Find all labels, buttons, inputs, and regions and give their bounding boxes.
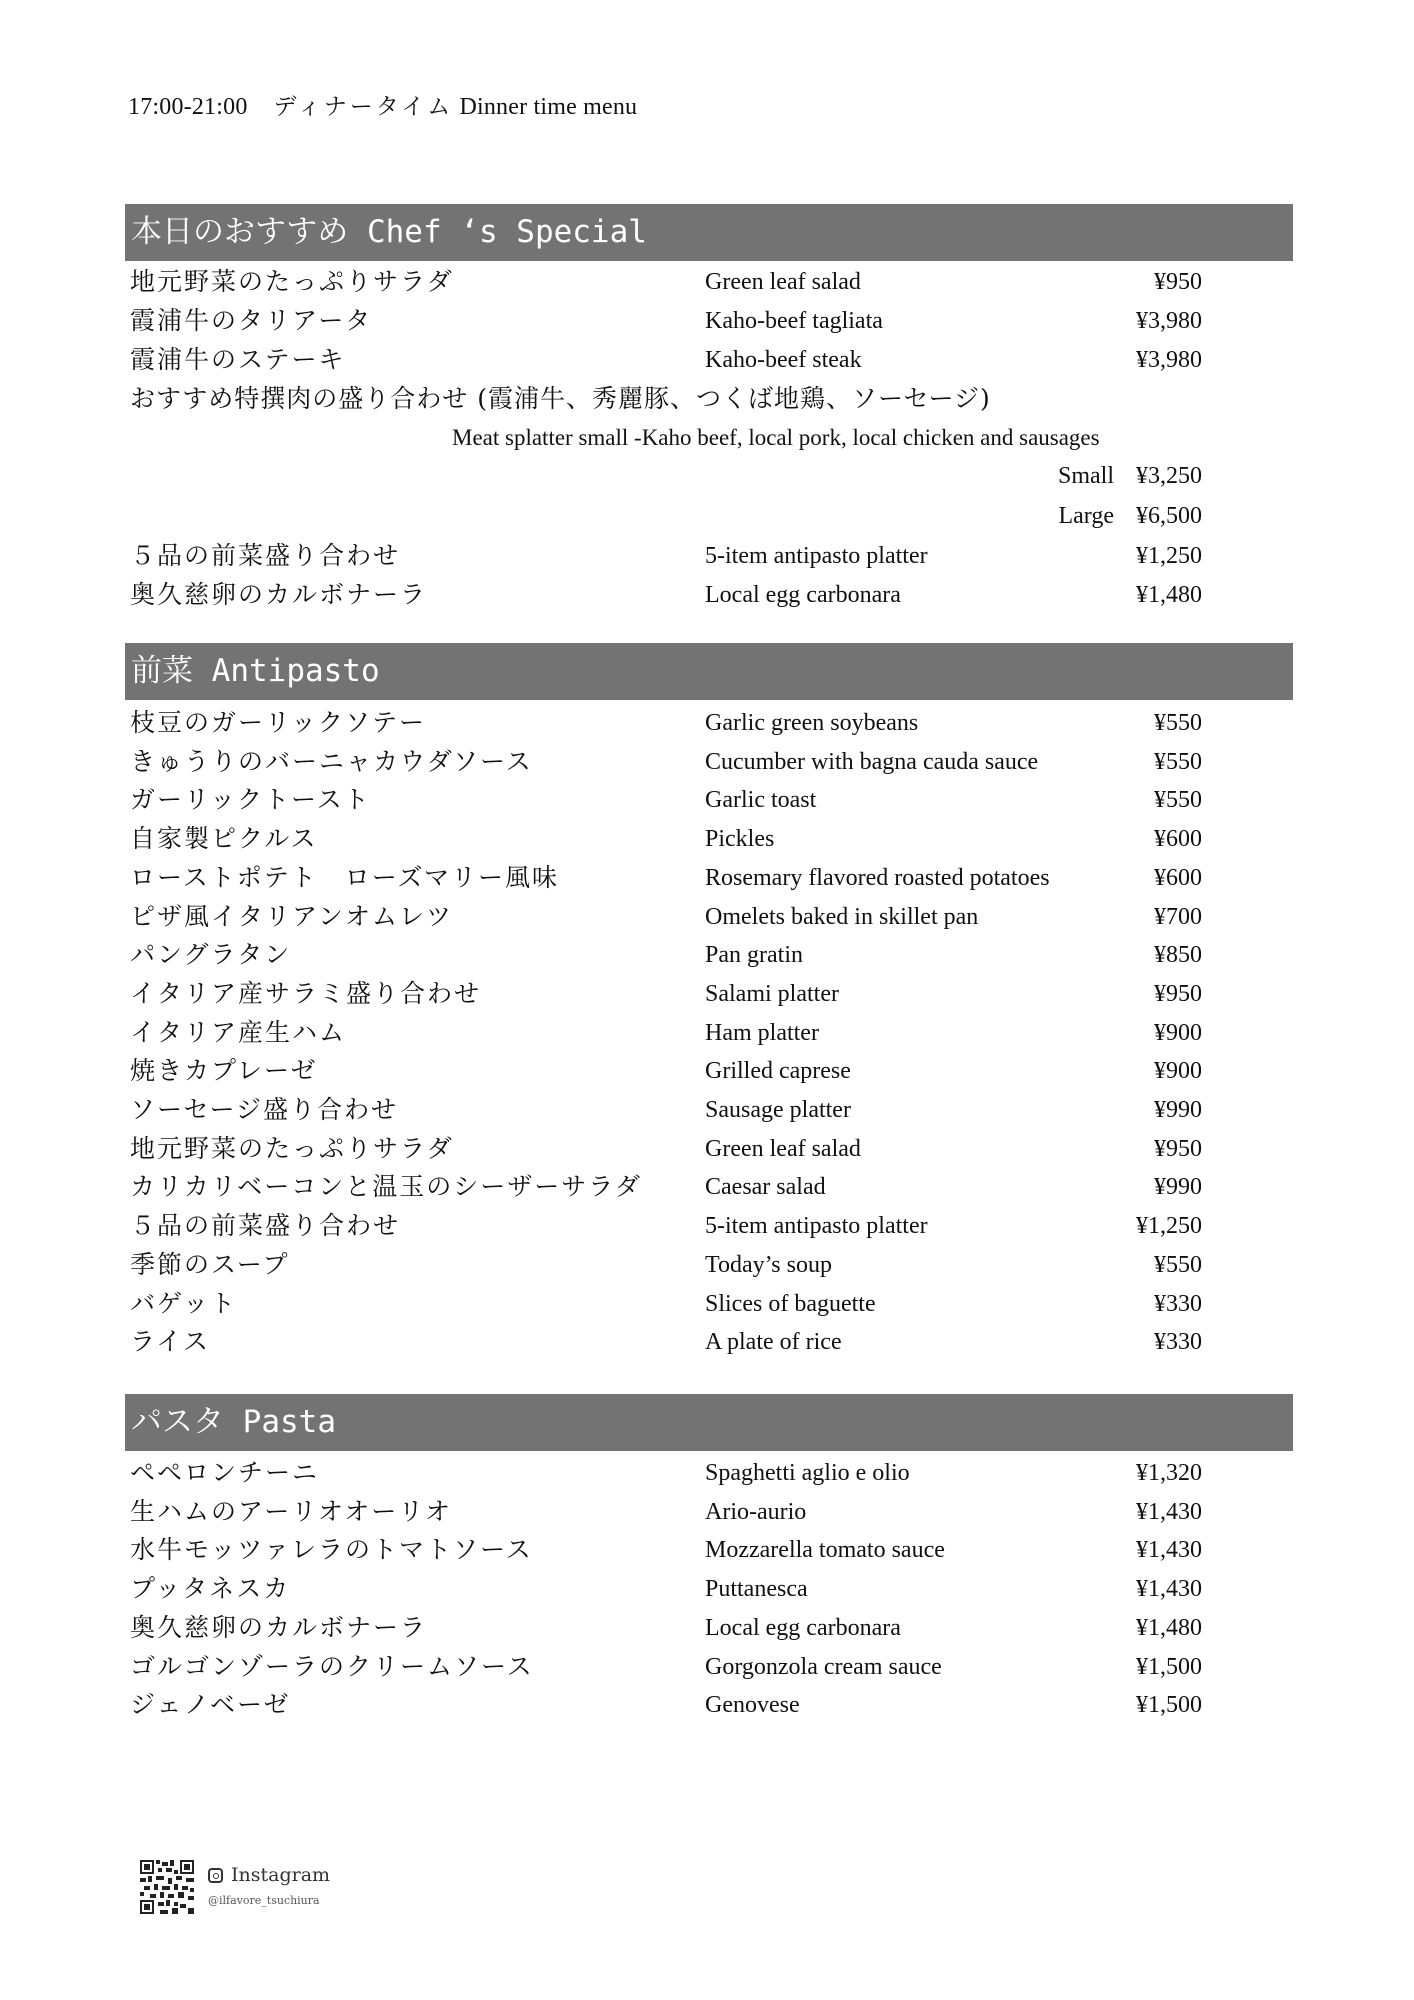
- size-price: ¥3,250: [1136, 463, 1202, 489]
- item-price: ¥950: [1154, 269, 1202, 295]
- size-label: Large: [1058, 503, 1114, 529]
- item-name-jp: パングラタン: [130, 940, 292, 970]
- size-label: Small: [1057, 463, 1114, 489]
- menu-item: [130, 820, 1202, 858]
- item-price: ¥3,980: [1136, 308, 1202, 334]
- item-price: ¥1,250: [1136, 1213, 1202, 1240]
- menu-item: [130, 1285, 1202, 1323]
- item-name-en: Slices of baguette: [705, 1290, 876, 1317]
- menu-header: [128, 88, 637, 121]
- item-price: ¥550: [1154, 710, 1202, 736]
- item-price: ¥1,430: [1136, 1576, 1202, 1603]
- item-name-en: Omelets baked in skillet pan: [705, 903, 979, 930]
- meat-size-small: [1058, 457, 1202, 495]
- item-name-jp: 季節のスープ: [130, 1249, 290, 1279]
- menu-item: [130, 1052, 1202, 1090]
- item-name-en: Garlic toast: [705, 787, 817, 814]
- menu-item: [130, 936, 1202, 974]
- item-name-en: Today’s soup: [705, 1251, 832, 1278]
- item-price: ¥550: [1154, 748, 1202, 775]
- item-name-en: Spaghetti aglio e olio: [705, 1460, 910, 1486]
- menu-item: [130, 1609, 1202, 1647]
- instagram-link[interactable]: [208, 1864, 330, 1886]
- menu-item: [130, 1014, 1202, 1052]
- item-price: ¥950: [1154, 1135, 1202, 1162]
- item-name-en: Sausage platter: [705, 1097, 851, 1123]
- item-name-jp: ソーセージ盛り合わせ: [130, 1095, 399, 1124]
- size-price: ¥6,500: [1136, 503, 1202, 529]
- item-name-en: Pickles: [705, 826, 775, 853]
- menu-item: [130, 302, 1202, 340]
- item-name-jp: ローストポテト ローズマリー風味: [130, 862, 560, 892]
- item-name-en: Puttanesca: [705, 1576, 808, 1603]
- item-name-jp: 奥久慈卵のカルボナーラ: [130, 580, 428, 609]
- item-name-en: 5-item antipasto platter: [705, 1213, 928, 1240]
- item-price: ¥700: [1154, 903, 1202, 930]
- item-name-jp: ピザ風イタリアンオムレツ: [130, 901, 454, 931]
- instagram-handle: @ilfavore_tsuchiura: [208, 1894, 320, 1907]
- menu-item: [130, 1686, 1202, 1724]
- item-name-en: Salami platter: [705, 980, 839, 1007]
- menu-item: [130, 1493, 1202, 1531]
- item-name-jp: ガーリックトースト: [130, 785, 371, 815]
- menu-item: [130, 975, 1202, 1013]
- item-name-en: Mozzarella tomato sauce: [705, 1537, 945, 1564]
- item-price: ¥550: [1154, 1251, 1202, 1278]
- menu-item: [130, 1454, 1202, 1492]
- item-name-jp: ５品の前菜盛り合わせ: [130, 541, 401, 570]
- section-header-special: 本日のおすすめ Chef ‘s Special: [125, 204, 1293, 261]
- menu-item: [130, 1531, 1202, 1569]
- item-name-jp: 焼きカプレーゼ: [130, 1056, 318, 1086]
- menu-item: [130, 537, 1202, 575]
- menu-item: [130, 263, 1202, 301]
- menu-item: [130, 898, 1202, 936]
- title-jp: ディナータイム: [273, 94, 454, 120]
- meat-platter-jp: おすすめ特撰肉の盛り合わせ (霞浦牛、秀麗豚、つくば地鶏、ソーセージ): [130, 384, 991, 413]
- item-name-en: Local egg carbonara: [705, 1614, 901, 1641]
- menu-item: [130, 1207, 1202, 1245]
- item-name-jp: ペペロンチーニ: [130, 1458, 320, 1487]
- item-name-jp: きゅうりのバーニャカウダソース: [130, 746, 533, 776]
- item-name-en: Green leaf salad: [705, 1135, 861, 1162]
- item-name-en: Local egg carbonara: [705, 582, 901, 608]
- title-en: Dinner time menu: [459, 94, 638, 120]
- item-name-jp: イタリア産サラミ盛り合わせ: [130, 978, 482, 1008]
- item-name-jp: 水牛モッツァレラのトマトソース: [130, 1535, 533, 1565]
- item-name-jp: カリカリベーコンと温玉のシーザーサラダ: [130, 1172, 643, 1202]
- item-price: ¥1,500: [1136, 1653, 1202, 1680]
- menu-item: [130, 781, 1202, 819]
- item-price: ¥990: [1154, 1174, 1202, 1201]
- item-name-en: A plate of rice: [705, 1329, 842, 1356]
- menu-item: [130, 743, 1202, 781]
- instagram-icon: [208, 1868, 223, 1883]
- item-name-jp: 霞浦牛のステーキ: [130, 345, 346, 374]
- item-name-jp: 生ハムのアーリオオーリオ: [130, 1496, 453, 1526]
- item-price: ¥330: [1154, 1290, 1202, 1317]
- menu-item: [130, 1648, 1202, 1686]
- item-name-jp: ジェノベーゼ: [130, 1690, 291, 1720]
- item-price: ¥950: [1154, 980, 1202, 1007]
- menu-item: [130, 1168, 1202, 1206]
- item-name-jp: イタリア産生ハム: [130, 1017, 347, 1047]
- item-name-jp: 地元野菜のたっぷりサラダ: [130, 1133, 454, 1163]
- menu-item: [130, 576, 1202, 614]
- item-price: ¥990: [1154, 1097, 1202, 1123]
- menu-item: [130, 859, 1202, 897]
- item-name-jp: ライス: [130, 1327, 211, 1357]
- item-name-en: Ham platter: [705, 1019, 819, 1046]
- item-name-en: Pan gratin: [705, 942, 803, 969]
- hours: 17:00-21:00: [128, 94, 248, 120]
- item-name-jp: ５品の前菜盛り合わせ: [130, 1211, 401, 1241]
- item-price: ¥3,980: [1136, 347, 1202, 373]
- item-name-en: 5-item antipasto platter: [705, 543, 928, 569]
- item-price: ¥1,430: [1136, 1537, 1202, 1564]
- item-name-jp: 奥久慈卵のカルボナーラ: [130, 1612, 428, 1642]
- item-name-jp: 地元野菜のたっぷりサラダ: [130, 267, 454, 296]
- item-name-en: Caesar salad: [705, 1174, 826, 1201]
- item-price: ¥1,430: [1136, 1498, 1202, 1525]
- qr-code-icon[interactable]: [140, 1860, 194, 1914]
- item-name-jp: バゲット: [130, 1288, 238, 1318]
- item-name-en: Kaho-beef steak: [705, 347, 862, 373]
- item-price: ¥1,480: [1136, 582, 1202, 608]
- item-name-en: Cucumber with bagna cauda sauce: [705, 748, 1039, 775]
- item-name-en: Genovese: [705, 1692, 800, 1719]
- item-name-en: Gorgonzola cream sauce: [705, 1653, 942, 1680]
- item-name-jp: 霞浦牛のタリアータ: [130, 306, 373, 335]
- menu-item: [130, 1323, 1202, 1361]
- item-name-jp: プッタネスカ: [130, 1574, 291, 1604]
- item-name-jp: 自家製ピクルス: [130, 824, 318, 854]
- item-price: ¥1,480: [1136, 1614, 1202, 1641]
- item-name-jp: ゴルゴンゾーラのクリームソース: [130, 1651, 534, 1681]
- meat-platter-en: Meat splatter small -Kaho beef, local pork, local chicken and sausages: [452, 425, 1100, 450]
- menu-item: [130, 1130, 1202, 1168]
- menu-item: [130, 1570, 1202, 1608]
- menu-item: [130, 341, 1202, 379]
- item-price: ¥550: [1154, 787, 1202, 814]
- item-name-en: Grilled caprese: [705, 1058, 851, 1085]
- section-header-antipasto: 前菜 Antipasto: [125, 643, 1293, 700]
- item-price: ¥900: [1154, 1019, 1202, 1046]
- item-price: ¥900: [1154, 1058, 1202, 1085]
- item-name-jp: 枝豆のガーリックソテー: [130, 708, 427, 737]
- item-price: ¥850: [1154, 942, 1202, 969]
- meat-size-large: [1058, 497, 1202, 535]
- section-header-pasta: パスタ Pasta: [125, 1394, 1293, 1451]
- item-price: ¥1,320: [1136, 1460, 1202, 1486]
- item-name-en: Rosemary flavored roasted potatoes: [705, 864, 1050, 891]
- item-price: ¥1,500: [1136, 1692, 1202, 1719]
- item-price: ¥600: [1154, 864, 1202, 891]
- item-price: ¥600: [1154, 826, 1202, 853]
- menu-item: [130, 1091, 1202, 1129]
- item-price: ¥330: [1154, 1329, 1202, 1356]
- item-name-en: Garlic green soybeans: [705, 710, 919, 736]
- item-price: ¥1,250: [1136, 543, 1202, 569]
- instagram-label: Instagram: [231, 1864, 331, 1886]
- item-name-en: Green leaf salad: [705, 269, 861, 295]
- menu-item: [130, 704, 1202, 742]
- item-name-en: Kaho-beef tagliata: [705, 308, 883, 334]
- item-name-en: Ario-aurio: [705, 1498, 807, 1525]
- menu-item: [130, 1246, 1202, 1284]
